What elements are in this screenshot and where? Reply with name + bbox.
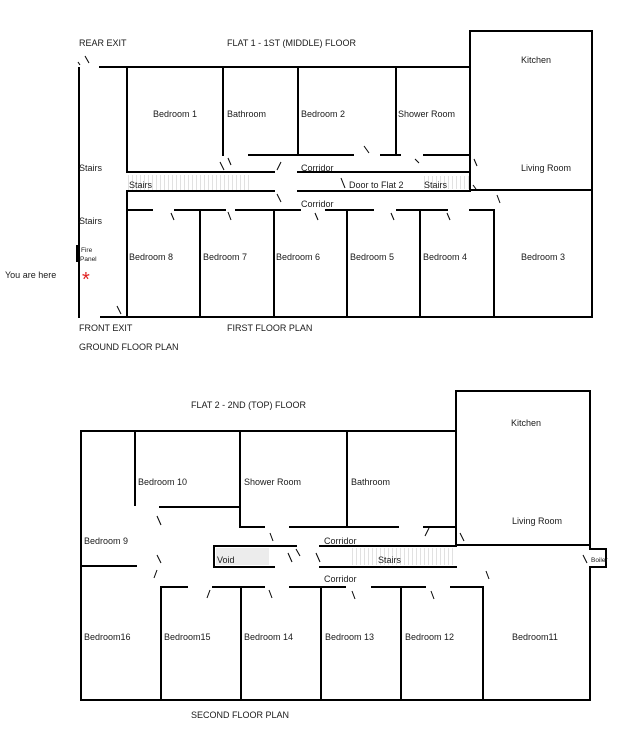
kitchen-label-flat1: Kitchen: [521, 55, 552, 65]
bedroom-2-label: Bedroom 2: [301, 109, 346, 119]
bedroom-5-label: Bedroom 5: [350, 252, 395, 262]
bedroom-14-label: Bedroom 14: [244, 632, 294, 642]
living-room-label-flat2: Living Room: [512, 516, 563, 526]
corridor-label-upper-flat2: Corridor: [324, 536, 357, 546]
shower-room-label-flat1: Shower Room: [398, 109, 456, 119]
second-floor-plan: [81, 391, 608, 720]
bedroom-15-label: Bedroom15: [164, 632, 211, 642]
stairs-label-left-lower: Stairs: [79, 216, 103, 226]
boiler-label: Boiler: [591, 557, 608, 564]
first-floor-plan-caption: FIRST FLOOR PLAN: [227, 323, 313, 333]
bathroom-label-flat1: Bathroom: [227, 109, 267, 119]
fire-panel-icon: [76, 245, 79, 262]
bedroom-1-label: Bedroom 1: [153, 109, 198, 119]
door-to-flat2-label: Door to Flat 2: [349, 180, 404, 190]
second-floor-plan-caption: SECOND FLOOR PLAN: [191, 710, 290, 720]
stairs-label-left-upper: Stairs: [79, 163, 103, 173]
bedroom-12-label: Bedroom 12: [405, 632, 455, 642]
bedroom-6-label: Bedroom 6: [276, 252, 321, 262]
ground-floor-plan-caption: GROUND FLOOR PLAN: [79, 342, 179, 352]
bedroom-10-label: Bedroom 10: [138, 477, 188, 487]
bedroom-13-label: Bedroom 13: [325, 632, 375, 642]
first-floor-walls: [79, 31, 592, 317]
bedroom-7-label: Bedroom 7: [203, 252, 248, 262]
kitchen-label-flat2: Kitchen: [511, 418, 542, 428]
rear-exit-label: REAR EXIT: [79, 38, 127, 48]
bedroom-8-label: Bedroom 8: [129, 252, 174, 262]
bathroom-label-flat2: Bathroom: [351, 477, 391, 487]
first-floor-plan: [5, 31, 592, 352]
flat1-title: FLAT 1 - 1ST (MIDDLE) FLOOR: [227, 38, 357, 48]
flat2-title: FLAT 2 - 2ND (TOP) FLOOR: [191, 400, 307, 410]
void-label: Void: [217, 555, 235, 565]
corridor-label-lower-flat2: Corridor: [324, 574, 357, 584]
living-room-label-flat1: Living Room: [521, 163, 572, 173]
bedroom-16-label: Bedroom16: [84, 632, 131, 642]
bedroom-9-label: Bedroom 9: [84, 536, 129, 546]
fire-panel-label-line2: Panel: [80, 256, 97, 263]
bedroom-3-label: Bedroom 3: [521, 252, 566, 262]
you-are-here-marker: *: [82, 269, 90, 291]
corridor-label-lower: Corridor: [301, 199, 334, 209]
fire-panel-label-line1: Fire: [81, 247, 93, 254]
front-exit-label: FRONT EXIT: [79, 323, 133, 333]
bedroom-4-label: Bedroom 4: [423, 252, 468, 262]
stairs-label-west: Stairs: [129, 180, 153, 190]
you-are-here-label: You are here: [5, 270, 57, 280]
stairs-label-east: Stairs: [424, 180, 448, 190]
stairs-fill-flat2: [349, 548, 454, 565]
bedroom-11-label: Bedroom11: [512, 632, 558, 642]
corridor-label-upper: Corridor: [301, 163, 334, 173]
stairs-label-flat2: Stairs: [378, 555, 402, 565]
shower-room-label-flat2: Shower Room: [244, 477, 302, 487]
